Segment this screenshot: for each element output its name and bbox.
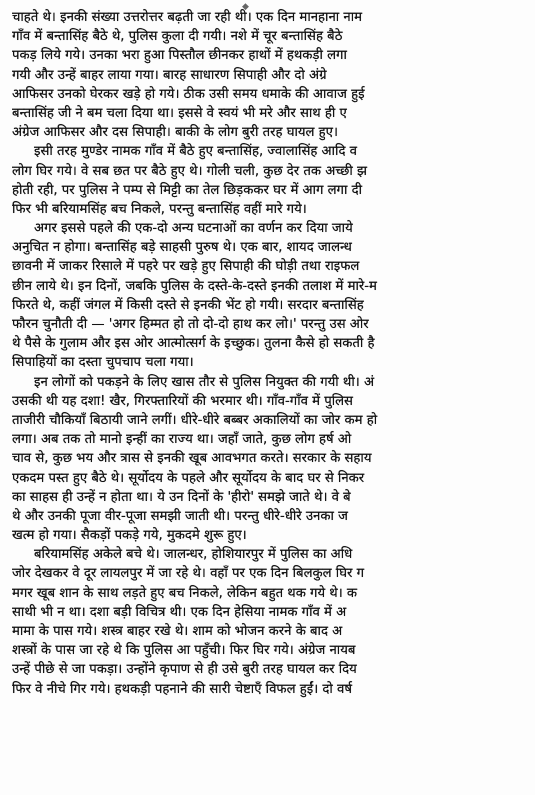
text-line: लगा। अब तक तो मानो इन्हीं का राज्य था। जहाँ जाते, कुछ लोग हर्ष ओ [12,432,352,448]
text-line: फौरन चुनौती दी — 'अगर हिम्मत हो तो दो-दो हाथ कर लो।' परन्तु उस ओर [12,317,369,332]
text-line: फिर वे नीचे गिर गये। हथकड़ी पहनाने की सारी चेष्टाएँ विफल हुईं। दो वर्ष [12,681,352,697]
text-line: थे और उनकी पूजा वीर-पूजा समझी जाती थी। परन्तु धीरे-धीरे उनका ज [12,508,348,524]
text-line: एकदम पस्त हुए बैठे थे। सूर्योदय के पहले और सूर्योदय के बाद घर से निकर [12,470,365,486]
text-line: अंग्रेज आफिसर और दस सिपाही। बाकी के लोग बुरी तरह घायल हुए। [12,125,338,141]
text-line: जोर देखकर वे दूर लायलपुर में जा रहे थे। वहाँ पर एक दिन बिलकुल घिर ग [12,566,365,582]
text-line: का साहस ही उन्हें न होता था। ये उन दिनों के 'हीरो' समझे जाते थे। वे बे [12,489,351,505]
text-line: लोग घिर गये। वे सब छत पर बैठे हुए थे। गोली चली, कुछ देर तक अच्छी झ [12,163,367,179]
header-mark: ◆ [242,2,249,12]
text-line: फिरते थे, कहीं जंगल में किसी दस्ते से इनकी भेंट हो गयी। सरदार बन्तासिंह [12,297,364,313]
text-line: फिर भी बरियामसिंह बच निकले, परन्तु बन्तासिंह वहीं मारे गये। [12,201,307,217]
text-line: सिपाहियों का दस्ता चुपचाप चला गया। [12,355,194,371]
text-line: खत्म हो गया। सैकड़ों पकड़े गये, मुकदमे शुरू हुए। [12,528,247,544]
text-line: थे पैसे के गुलाम और इस ओर आत्मोत्सर्ग के इच्छुक। तुलना कैसे हो सकती है [12,336,375,352]
text-line: होती रही, पर पुलिस ने पम्प से मिट्टी का तेल छिड़ककर घर में आग लगा दी [12,182,363,198]
text-line: साथी भी न था। दशा बड़ी विचित्र थी। एक दिन हेसिया नामक गाँव में अ [12,604,347,620]
text-line: उसकी थी यह दशा! खैर, गिरफ्तारियों की भरमार थी। गाँव-गाँव में पुलिस [12,393,353,409]
text-line: पकड़ लिये गये। उनका भरा हुआ पिस्तौल छीनकर हाथों में हथकड़ी लगा [12,48,347,64]
text-line: छावनी में जाकर रिसाले में पहरे पर खड़े हुए सिपाही की घोड़ी तथा राइफल [12,259,360,275]
text-line: गाँव में बन्तासिंह बैठे थे, पुलिस कुला दी गयी। नशे में चूर बन्तासिंह बैठे [12,29,343,45]
text-line: उन्हें पीछे से जा पकड़ा। उन्होंने कृपाण से ही उसे बुरी तरह घायल कर दिय [12,662,357,678]
text-line: बरियामसिंह अकेले बचे थे। जालन्धर, होशियारपुर में पुलिस का अधि [34,547,353,563]
text-line: चाहते थे। इनकी संख्या उत्तरोत्तर बढ़ती जा रही थी। एक दिन मानहाना नाम [12,10,363,25]
text-line: आफिसर उनको घेरकर खड़े हो गये। ठीक उसी समय धमाके की आवाज हुई [12,86,365,102]
text-line: चाव से, कुछ भय और त्रास से इनकी खूब आवभगत करते। सरकार के सहाय [12,451,372,467]
text-line: ताजीरी चौकियाँ बिठायी जाने लगीं। धीरे-धीरे बब्बर अकालियों का जोर कम हो [12,412,378,428]
text-line: गयी और उन्हें बाहर लाया गया। बारह साधारण सिपाही और दो अंग्रे [12,67,327,83]
text-line: अनुचित न होगा। बन्तासिंह बड़े साहसी पुरुष थे। एक बार, शायद जालन्ध [12,240,352,256]
text-line: शस्त्रों के पास जा रहे थे कि पुलिस आ पहुँची। फिर घिर गये। अंग्रेज नायब [12,643,356,659]
text-line: इन लोगों को पकड़ने के लिए खास तौर से पुलिस नियुक्त की गयी थी। अं [34,374,375,390]
text-line: मामा के पास गये। शस्त्र बाहर रखे थे। शाम को भोजन करने के बाद अ [12,624,343,639]
text-line: मगर खूब शान के साथ लड़ते हुए बच निकले, लेकिन बहुत थक गये थे। क [12,585,358,601]
body-text [12,8,535,699]
text-line: छीन लाये थे। इन दिनों, जबकि पुलिस के दस्ते-के-दस्ते इनकी तलाश में मारे-म [12,278,377,294]
text-line: बन्तासिंह जी ने बम चला दिया था। इससे वे स्वयं भी मरे और साथ ही ए [12,105,347,121]
text-line: इसी तरह मुण्डेर नामक गाँव में बैठे हुए बन्तासिंह, ज्वालासिंह आदि व [34,144,357,160]
text-line: अगर इससे पहले की एक-दो अन्य घटनाओं का वर्णन कर दिया जाये [34,221,353,237]
